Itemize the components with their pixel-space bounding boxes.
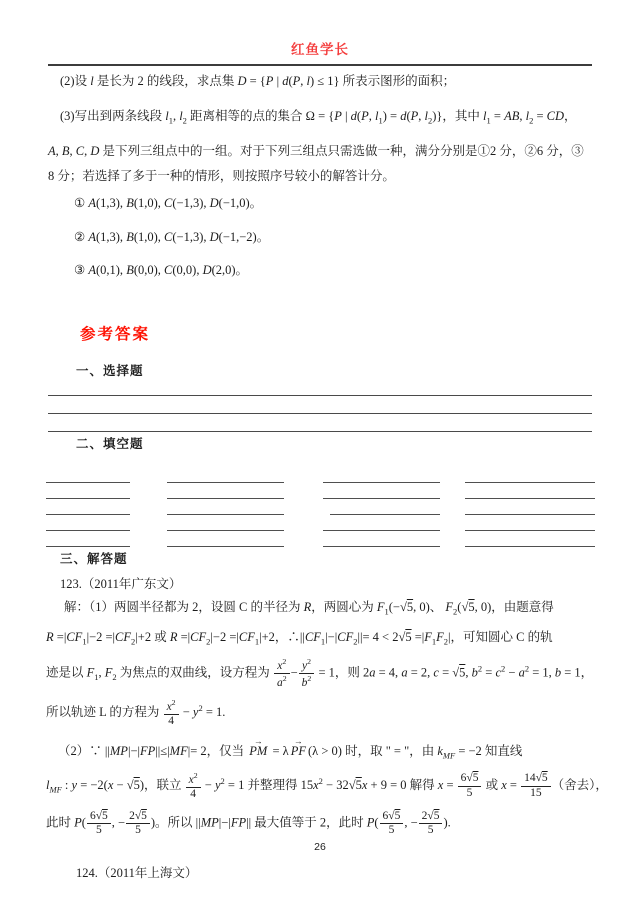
- solution-line-3: 迹是以 $F_1$, $F_2$ 为焦点的双曲线，设方程为 $\frac{x^2}{a^2}$ − $\frac{y^2}{b^2}$ = 1，则 2a = 4, a = 2, c = √5, $b^2 = c^2 - a^2 = 1$, b = 1，: [46, 656, 594, 689]
- answer-blank: [465, 497, 595, 499]
- answer-blank: [330, 513, 440, 515]
- answers-heading: 参考答案: [80, 325, 151, 343]
- page-number: 26: [314, 841, 326, 853]
- problem-line-2: (2)设 l 是长为 2 的线段，求点集 D = {P | d(P, l) ≤ 1} 所表示图形的面积；: [60, 74, 456, 88]
- problem-line-abcd: A, B, C, D 是下列三组点中的一组。对于下列三组点只需选做一种，满分分别是①2 分，②6 分，③: [48, 143, 584, 158]
- answer-blank: [323, 529, 440, 531]
- section-blank-questions: 二、填空题: [76, 436, 144, 451]
- problem-124-label: 124.（2011年上海文）: [76, 865, 198, 880]
- header-divider: [48, 64, 592, 66]
- problem-line-3: (3)写出到两条线段 $l_1$, $l_2$ 距离相等的点的集合 Ω = {P | d(P, $l_1) = d(P$, $l_2$)}，其中 $l_1$ = AB, $l_2$ = CD，: [60, 108, 577, 126]
- answer-blank: [323, 545, 440, 547]
- solution-line-4: 所以轨迹 L 的方程为 $\frac{x^2}{4}$ − $y^2 = 1$.: [46, 698, 226, 728]
- blank-answer-row: [0, 531, 640, 547]
- section-choice-questions: 一、选择题: [76, 363, 144, 378]
- answer-blank: [46, 497, 130, 499]
- solution-line-5: （2）∵ ||MP|−|FP||≤|MF|= 2，仅当 PM → = λ PF → (λ > 0) 时，取 " = "，由 $k_{MF} = -2$ 知直线: [46, 743, 600, 762]
- problem-option-1: ① A(1,3), B(1,0), C(−1,3), D(−1,0)。: [74, 196, 263, 210]
- problem-line-score: 8 分；若选择了多于一种的情形，则按照序号较小的解答计分。: [48, 169, 395, 184]
- blank-answer-row: [0, 467, 640, 483]
- choice-answer-line: [48, 413, 592, 414]
- answer-blank: [46, 513, 130, 515]
- solution-line-2: $R =|CF_1|-2 =|CF_2|+2$ 或 $R =|CF_2|-2 =|CF_1|+2$，$\therefore||CF_1|-|CF_2||= 4 < 2√5 =|F_1F_2|$，可知圆心 C 的轨: [46, 630, 553, 647]
- answer-blank: [167, 513, 284, 515]
- answer-blank: [323, 497, 440, 499]
- solution-line-6: $l_{MF}$ : y = −2(x − √5)，联立 $\frac{x^2}{4}$ − $y^2 = 1$ 并整理得 $15x^2 - 32√5x + 9 = 0$ 解得 x = $\frac{6√5}{5}$ 或 x = $\frac{14√5}{15}$ （舍去），: [46, 770, 608, 800]
- problem-option-3: ③ A(0,1), B(0,0), C(0,0), D(2,0)。: [74, 263, 249, 278]
- choice-answer-line: [48, 431, 592, 432]
- answer-blank: [465, 481, 595, 483]
- brand-title: 红鱼学长: [291, 42, 349, 57]
- blank-answer-row: [0, 499, 640, 515]
- blank-answer-grid: [0, 467, 640, 547]
- problem-option-2: ② A(1,3), B(1,0), C(−1,3), D(−1,−2)。: [74, 229, 270, 244]
- answer-blank: [465, 529, 595, 531]
- answer-blank: [465, 513, 595, 515]
- answer-blank: [167, 481, 284, 483]
- choice-answer-line: [48, 395, 592, 396]
- answer-blank: [167, 545, 284, 547]
- answer-blank: [46, 545, 130, 547]
- solution-line-7: 此时 P( $\frac{6√5}{5}$ , − $\frac{2√5}{5}$ )。所以 ||MP|−|FP|| 最大值等于 2，此时 P( $\frac{6√5}{5}$ , − $\frac{2√5}{5}$ ).: [46, 810, 451, 837]
- answer-blank: [167, 529, 284, 531]
- answer-blank: [46, 529, 130, 531]
- answer-blank: [167, 497, 284, 499]
- answer-blank: [46, 481, 130, 483]
- blank-answer-row: [0, 483, 640, 499]
- answer-blank: [465, 545, 595, 547]
- blank-answer-row: [0, 515, 640, 531]
- section-solution-questions: 三、解答题: [60, 551, 128, 566]
- answer-blank: [323, 481, 440, 483]
- problem-123-label: 123.（2011年广东文）: [60, 576, 182, 591]
- solution-line-1: 解：（1）两圆半径都为 2，设圆 C 的半径为 R，两圆心为 $F_1(-√5$, 0)、 $F_2(√5$, 0)，由题意得: [64, 599, 554, 617]
